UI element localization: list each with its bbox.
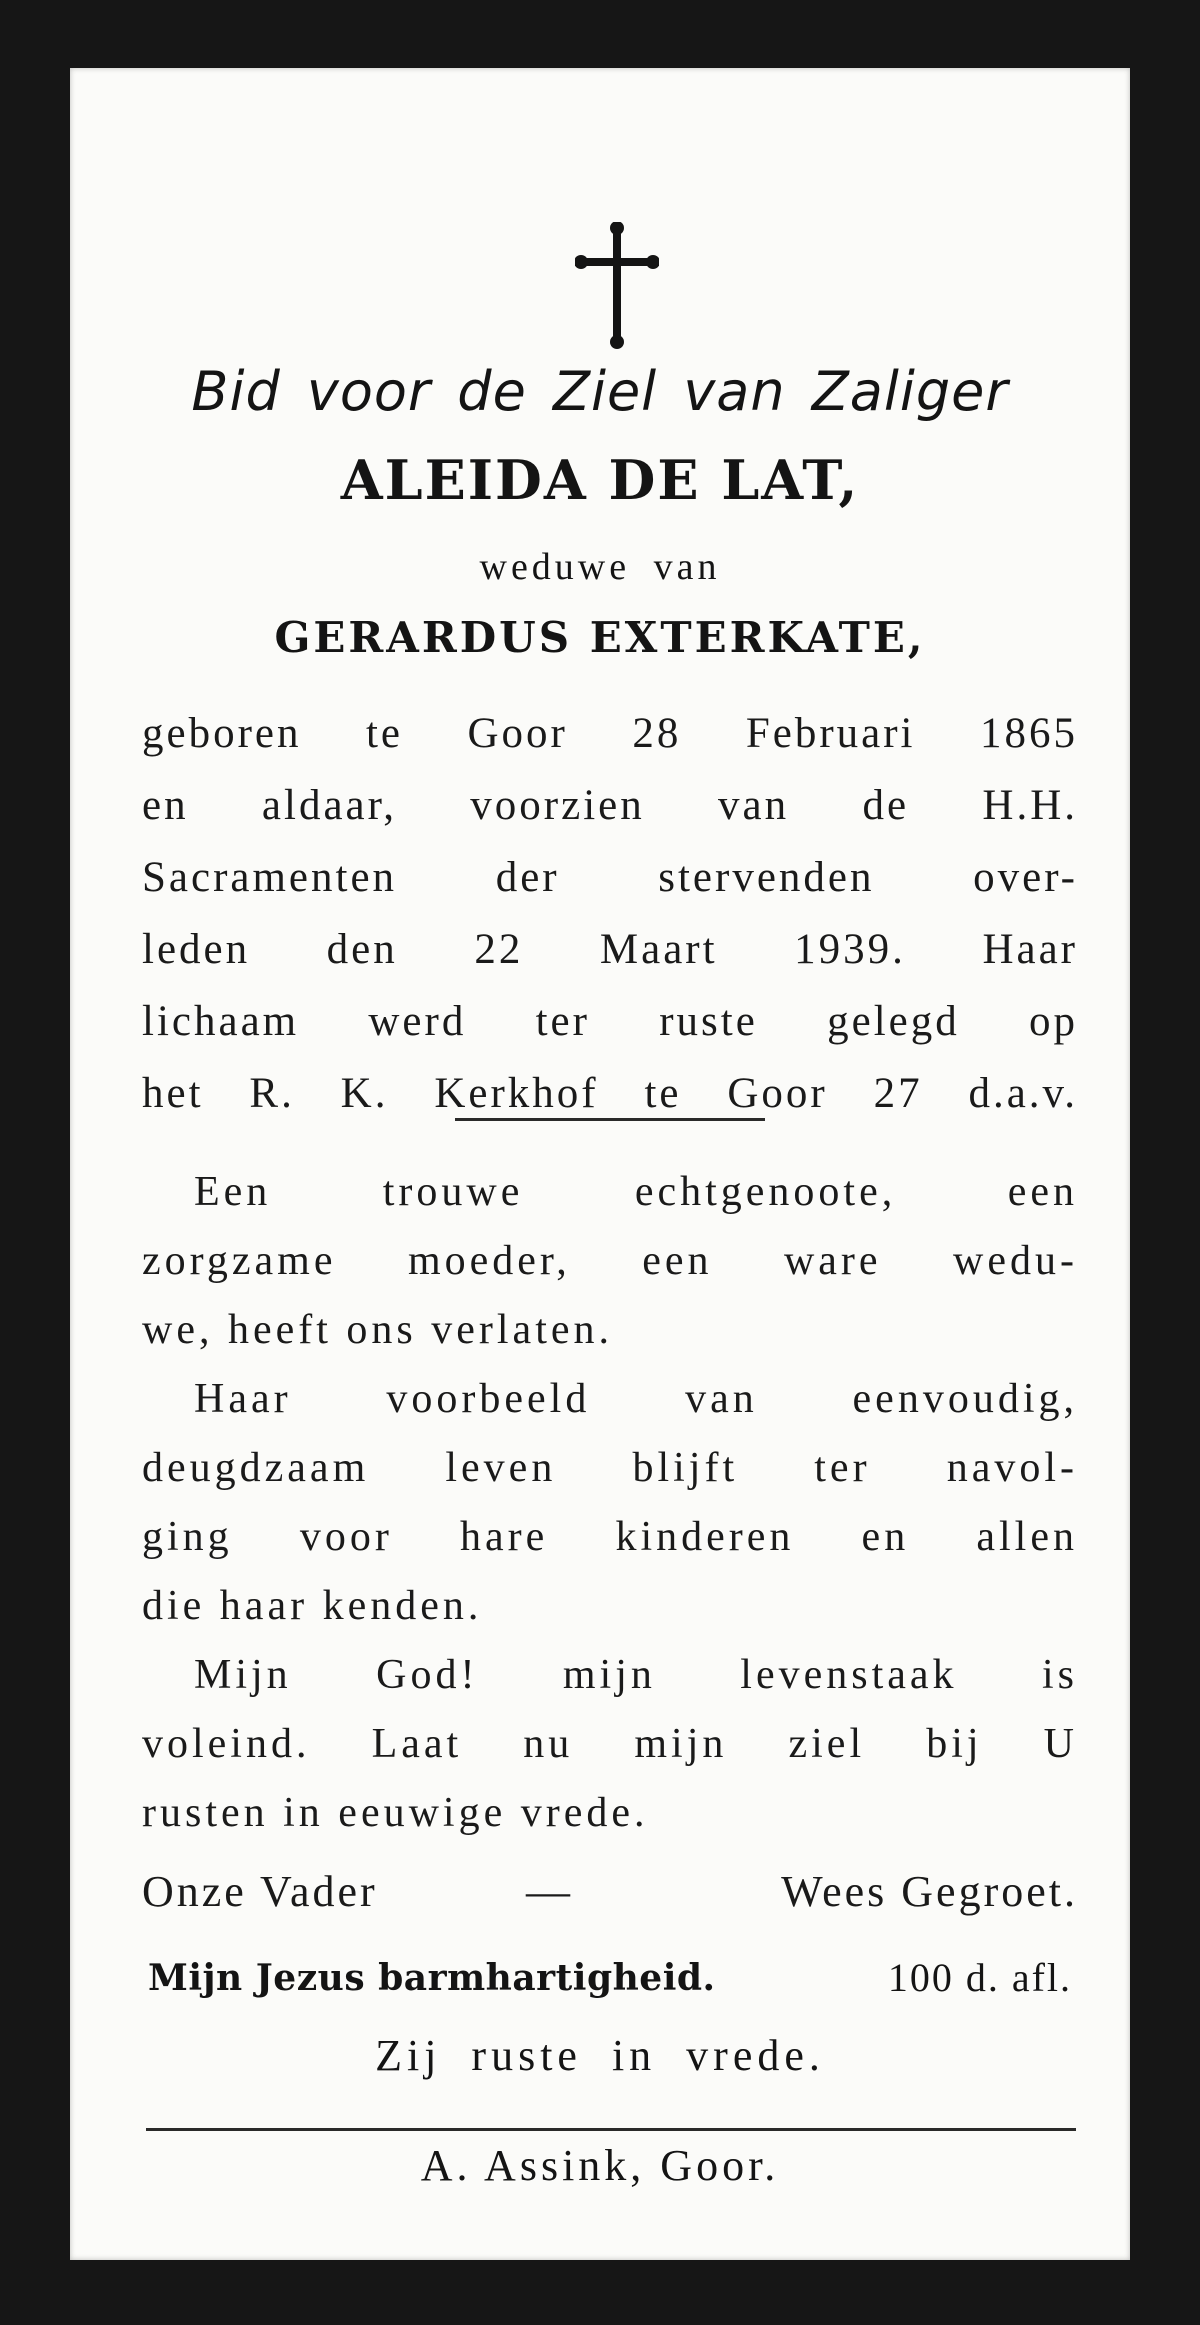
biography-line: Sacramenten der stervenden over- [142, 854, 1078, 901]
husband-name: GERARDUS EXTERKATE, [274, 613, 926, 662]
prayer-our-father: Onze Vader [142, 1867, 378, 1916]
biography-line: leden den 22 Maart 1939. Haar [142, 926, 1078, 973]
biography-line: het R. K. Kerkhof te Goor 27 d.a.v. [142, 1070, 1078, 1117]
eulogy-line: zorgzame moeder, een ware wedu- [142, 1238, 1078, 1284]
eulogy-line: ging voor hare kinderen en allen [142, 1514, 1078, 1560]
biography-line: en aldaar, voorzien van de H.H. [142, 782, 1078, 829]
biography-paragraph [142, 698, 1078, 1130]
eulogy-line: Een trouwe echtgenoote, een [194, 1169, 1078, 1215]
footer-divider [146, 2128, 1076, 2131]
prayer-hail-mary: Wees Gegroet. [781, 1867, 1078, 1916]
eulogy-line: Mijn God! mijn levenstaak is [194, 1652, 1078, 1698]
section-divider [455, 1118, 765, 1121]
biography-line: geboren te Goor 28 Februari 1865 [142, 710, 1078, 757]
closing-line: Zij ruste in vrede. [375, 2031, 825, 2080]
eulogy-line: die haar kenden. [142, 1583, 483, 1629]
eulogy-line: deugdzaam leven blijft ter navol- [142, 1445, 1078, 1491]
prayer-separator: — [526, 1867, 573, 1916]
indulgence-prayer: Mijn Jezus barmhartigheid. [148, 1957, 716, 1999]
biography-line: lichaam werd ter ruste gelegd op [142, 998, 1078, 1045]
indulgence-days: 100 d. afl. [887, 1955, 1072, 2000]
eulogy-line: rusten in eeuwige vrede. [142, 1790, 649, 1836]
relation-text: weduwe van [479, 546, 721, 588]
indulgence-line [142, 1946, 1078, 2010]
eulogy-line: we, heeft ons verlaten. [142, 1307, 614, 1353]
eulogy-line: voleind. Laat nu mijn ziel bij U [142, 1721, 1078, 1767]
eulogy-paragraph [142, 1158, 1078, 1848]
deceased-name: ALEIDA DE LAT, [340, 448, 860, 512]
cross-icon [575, 222, 659, 350]
prayers-line [142, 1860, 1078, 1924]
printer-credit: A. Assink, Goor. [420, 2141, 780, 2190]
invocation-heading: Bid voor de Ziel van Zaliger [191, 360, 1009, 423]
eulogy-line: Haar voorbeeld van eenvoudig, [194, 1376, 1078, 1422]
